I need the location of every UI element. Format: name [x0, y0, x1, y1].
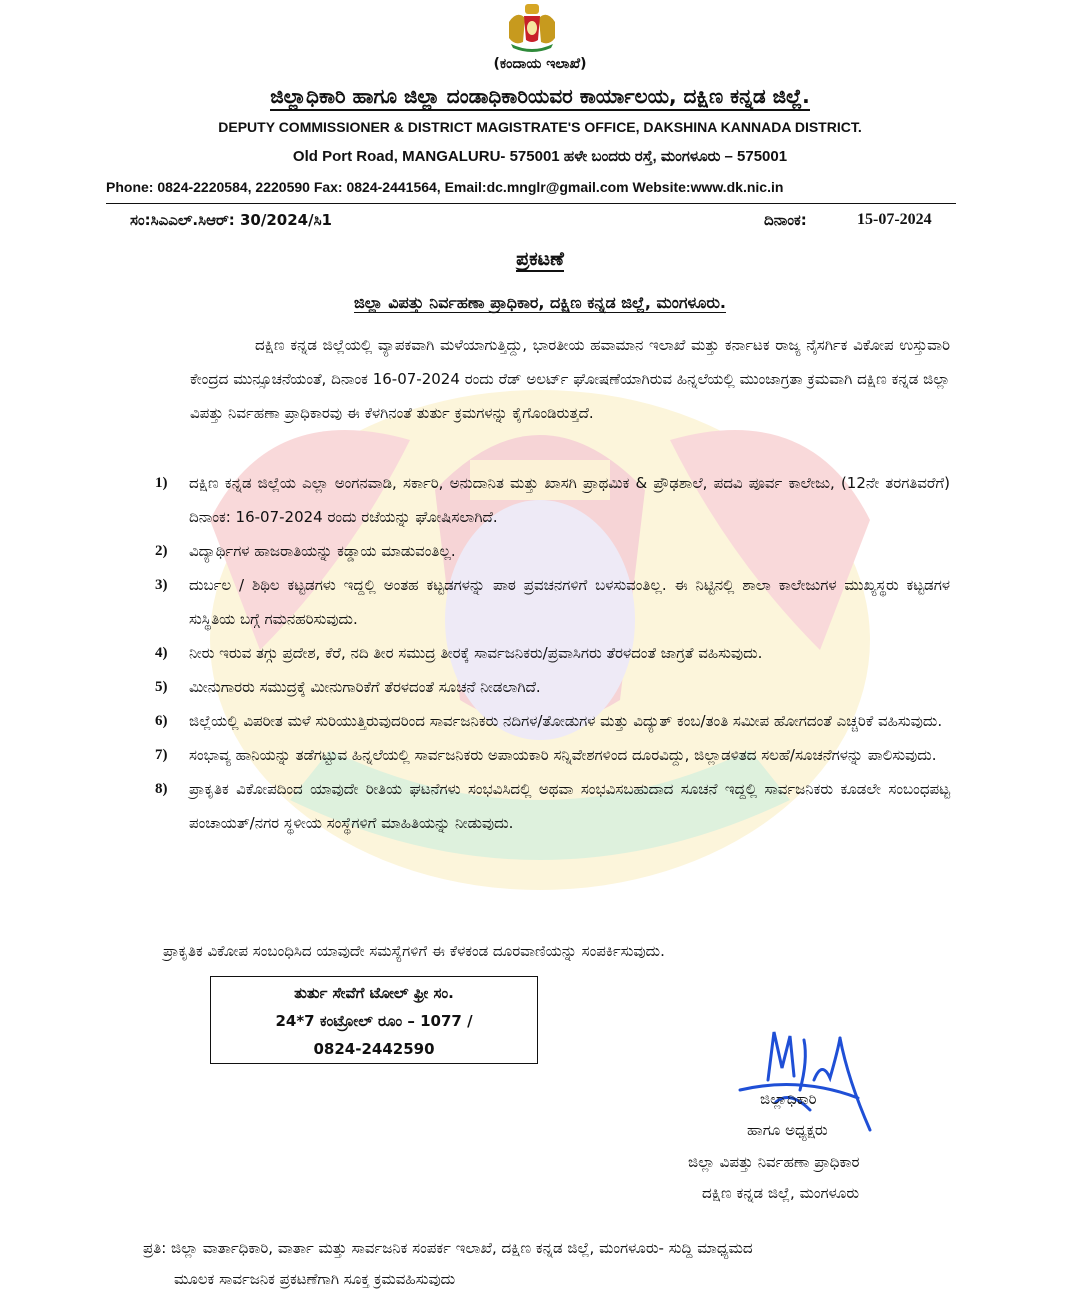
list-item: 8) ಪ್ರಾಕೃತಿಕ ವಿಕೋಪದಿಂದ ಯಾವುದೇ ರೀತಿಯ ಘಟನೆಗಳು ಸಂಭವಿಸಿದಲ್ಲಿ ಅಥವಾ ಸಂಭವಿಸಬಹುದಾದ ಸೂಚನೆ ಇದ್ದಲ್ಲಿ ಸಾರ್ವಜನಿಕರು ಕೂಡಲೇ ಸಂಬಂಧಪಟ್ಟ ಪಂಚಾಯತ್/ನಗರ ಸ್ಥಳೀಯ ಸಂಸ್ಥೆಗಳಿಗೆ ಮಾಹಿತಿಯನ್ನು ನೀಡುವುದು. [155, 780, 950, 832]
list-item: 5) ಮೀನುಗಾರರು ಸಮುದ್ರಕ್ಕೆ ಮೀನುಗಾರಿಕೆಗೆ ತೆರಳದಂತೆ ಸೂಚನೆ ನೀಡಲಾಗಿದೆ. [155, 678, 541, 696]
toll-free-label: ತುರ್ತು ಸೇವೆಗೆ ಟೋಲ್ ಫ್ರೀ ಸಂ. [294, 984, 454, 1002]
date-label: ದಿನಾಂಕ: [764, 211, 807, 229]
list-item: 6) ಜಿಲ್ಲೆಯಲ್ಲಿ ವಿಪರೀತ ಮಳೆ ಸುರಿಯುತ್ತಿರುವುದರಿಂದ ಸಾರ್ವಜನಿಕರು ನದಿಗಳ/ತೋಡುಗಳ ಮತ್ತು ವಿದ್ಯುತ್ ಕಂಬ/ತಂತಿ ಸಮೀಪ ಹೋಗದಂತೆ ಎಚ್ಚರಿಕೆ ವಹಿಸುವುದು. [155, 712, 943, 730]
copy-to-line-2: ಮೂಲಕ ಸಾರ್ವಜನಿಕ ಪ್ರಕಟಣೆಗಾಗಿ ಸೂಕ್ತ ಕ್ರಮವಹಿಸುವುದು [174, 1270, 456, 1288]
helpline-instruction: ಪ್ರಾಕೃತಿಕ ವಿಕೋಪ ಸಂಬಂಧಿಸಿದ ಯಾವುದೇ ಸಮಸ್ಯೆಗಳಿಗೆ ಈ ಕೆಳಕಂಡ ದೂರವಾಣಿಯನ್ನು ಸಂಪರ್ಕಿಸುವುದು. [163, 942, 665, 960]
department-name: (ಕಂದಾಯ ಇಲಾಖೆ) [493, 56, 587, 72]
control-room-landline: 0824-2442590 [313, 1040, 435, 1058]
notice-title: ಪ್ರಕಟಣೆ [516, 248, 564, 270]
list-item: 2) ವಿದ್ಯಾರ್ಥಿಗಳ ಹಾಜರಾತಿಯನ್ನು ಕಡ್ಡಾಯ ಮಾಡುವಂತಿಲ್ಲ. [155, 542, 456, 560]
signatory-title: ಜಿಲ್ಲಾಧಿಕಾರಿ [760, 1090, 817, 1108]
toll-free-box [210, 976, 538, 1064]
list-item: 4) ನೀರು ಇರುವ ತಗ್ಗು ಪ್ರದೇಶ, ಕೆರೆ, ನದಿ ತೀರ ಸಮುದ್ರ ತೀರಕ್ಕೆ ಸಾರ್ವಜನಿಕರು/ಪ್ರವಾಸಿಗರು ತೆರಳದಂತೆ ಜಾಗ್ರತೆ ವಹಿಸುವುದು. [155, 644, 763, 662]
list-item: 1) ದಕ್ಷಿಣ ಕನ್ನಡ ಜಿಲ್ಲೆಯ ಎಲ್ಲಾ ಅಂಗನವಾಡಿ, ಸರ್ಕಾರಿ, ಅನುದಾನಿತ ಮತ್ತು ಖಾಸಗಿ ಪ್ರಾಥಮಿಕ & ಪ್ರೌಢಶಾಲೆ, ಪದವಿ ಪೂರ್ವ ಕಾಲೇಜು, (12ನೇ ತರಗತಿವರೆಗೆ) ದಿನಾಂಕ: 16-07-2024 ರಂದು ರಜೆಯನ್ನು ಘೋಷಿಸಲಾಗಿದೆ. [155, 474, 950, 526]
reference-number: ಸಂ:ಸಿಎಎಲ್.ಸಿಆರ್: 30/2024/ಸಿ1 [130, 211, 332, 229]
office-contact: Phone: 0824-2220584, 2220590 Fax: 0824-2441564, Email:dc.mnglr@gmail.com Website:www.dk.nic.in [106, 179, 784, 195]
signatory-authority: ಜಿಲ್ಲಾ ವಿಪತ್ತು ನಿರ್ವಹಣಾ ಪ್ರಾಧಿಕಾರ [688, 1153, 860, 1171]
list-item: 3) ದುರ್ಬಲ / ಶಿಥಿಲ ಕಟ್ಟಡಗಳು ಇದ್ದಲ್ಲಿ ಅಂತಹ ಕಟ್ಟಡಗಳನ್ನು ಪಾಠ ಪ್ರವಚನಗಳಿಗೆ ಬಳಸುವಂತಿಲ್ಲ. ಈ ನಿಟ್ಟಿನಲ್ಲಿ ಶಾಲಾ ಕಾಲೇಜುಗಳ ಮುಖ್ಯಸ್ಥರು ಕಟ್ಟಡಗಳ ಸುಸ್ಥಿತಿಯ ಬಗ್ಗೆ ಗಮನಹರಿಸುವುದು. [155, 576, 950, 628]
date-value: 15-07-2024 [857, 211, 932, 228]
signatory-location: ದಕ್ಷಿಣ ಕನ್ನಡ ಜಿಲ್ಲೆ, ಮಂಗಳೂರು [702, 1184, 860, 1202]
office-address: Old Port Road, MANGALURU- 575001 ಹಳೇ ಬಂದರು ರಸ್ತೆ, ಮಂಗಳೂರು – 575001 [292, 148, 788, 165]
office-name-english: DEPUTY COMMISSIONER & DISTRICT MAGISTRATE'S OFFICE, DAKSHINA KANNADA DISTRICT. [218, 119, 862, 135]
notice-subtitle: ಜಿಲ್ಲಾ ವಿಪತ್ತು ನಿರ್ವಹಣಾ ಪ್ರಾಧಿಕಾರ, ದಕ್ಷಿಣ ಕನ್ನಡ ಜಿಲ್ಲೆ, ಮಂಗಳೂರು. [353, 293, 727, 312]
list-item: 7) ಸಂಭಾವ್ಯ ಹಾನಿಯನ್ನು ತಡೆಗಟ್ಟುವ ಹಿನ್ನಲೆಯಲ್ಲಿ ಸಾರ್ವಜನಿಕರು ಅಪಾಯಕಾರಿ ಸನ್ನಿವೇಶಗಳಿಂದ ದೂರವಿದ್ದು, ಜಿಲ್ಲಾಡಳಿತದ ಸಲಹೆ/ಸೂಚನೆಗಳನ್ನು ಪಾಲಿಸುವುದು. [155, 746, 937, 764]
control-room-number: 24*7 ಕಂಟ್ರೋಲ್ ರೂಂ – 1077 / [275, 1012, 473, 1030]
office-name-kannada: ಜಿಲ್ಲಾಧಿಕಾರಿ ಹಾಗೂ ಜಿಲ್ಲಾ ದಂಡಾಧಿಕಾರಿಯವರ ಕಾರ್ಯಾಲಯ, ದಕ್ಷಿಣ ಕನ್ನಡ ಜಿಲ್ಲೆ. [0, 84, 1080, 108]
measures-list [155, 466, 950, 840]
karnataka-emblem-icon [503, 2, 561, 52]
copy-to-line-1: ಪ್ರತಿ: ಜಿಲ್ಲಾ ವಾರ್ತಾಧಿಕಾರಿ, ವಾರ್ತಾ ಮತ್ತು ಸಾರ್ವಜನಿಕ ಸಂಪರ್ಕ ಇಲಾಖೆ, ದಕ್ಷಿಣ ಕನ್ನಡ ಜಿಲ್ಲೆ, ಮಂಗಳೂರು- ಸುದ್ದಿ ಮಾಧ್ಯಮದ [143, 1239, 753, 1257]
header-divider [106, 203, 956, 204]
signatory-role: ಹಾಗೂ ಅಧ್ಯಕ್ಷರು [747, 1121, 828, 1139]
intro-paragraph: ದಕ್ಷಿಣ ಕನ್ನಡ ಜಿಲ್ಲೆಯಲ್ಲಿ ವ್ಯಾಪಕವಾಗಿ ಮಳೆಯಾಗುತ್ತಿದ್ದು, ಭಾರತೀಯ ಹವಾಮಾನ ಇಲಾಖೆ ಮತ್ತು ಕರ್ನಾಟಕ ರಾಜ್ಯ ನೈಸರ್ಗಿಕ ವಿಕೋಪ ಉಸ್ತುವಾರಿ ಕೇಂದ್ರದ ಮುನ್ಸೂಚನೆಯಂತೆ, ದಿನಾಂಕ 16-07-2024 ರಂದು ರೆಡ್ ಅಲರ್ಟ್ ಘೋಷಣೆಯಾಗಿರುವ ಹಿನ್ನಲೆಯಲ್ಲಿ ಮುಂಜಾಗ್ರತಾ ಕ್ರಮವಾಗಿ ದಕ್ಷಿಣ ಕನ್ನಡ ಜಿಲ್ಲಾ ವಿಪತ್ತು ನಿರ್ವಹಣಾ ಪ್ರಾಧಿಕಾರವು ಈ ಕೆಳಗಿನಂತೆ ತುರ್ತು ಕ್ರಮಗಳನ್ನು ಕೈಗೊಂಡಿರುತ್ತದೆ. [190, 336, 950, 422]
